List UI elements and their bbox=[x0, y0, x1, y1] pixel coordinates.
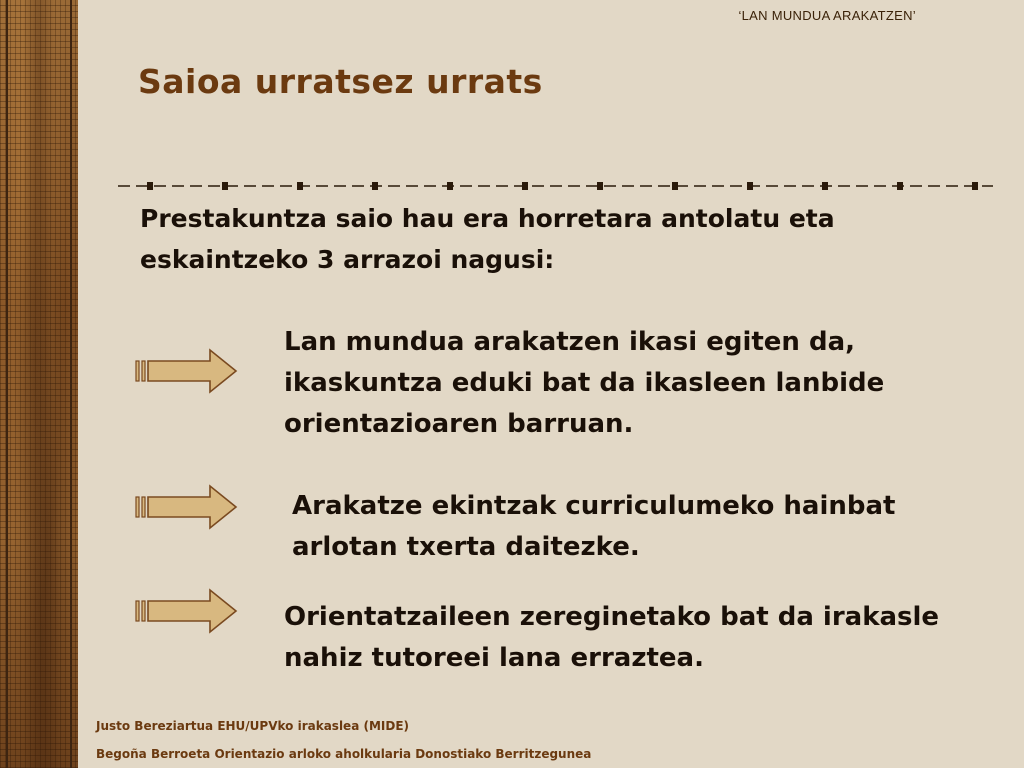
strip-border-left bbox=[6, 0, 8, 768]
point-3-text: Orientatzaileen zereginetako bat da irakasle nahiz tutoreei lana erraztea. bbox=[284, 602, 940, 673]
divider-dot bbox=[372, 182, 378, 190]
divider-dot bbox=[672, 182, 678, 190]
point-1-text: Lan mundua arakatzen ikasi egiten da, ikaskuntza eduki bat da ikasleen lanbide orientazioaren barruan. bbox=[284, 327, 885, 439]
footer-author-1: Justo Bereziartua EHU/UPVko irakaslea (MIDE) bbox=[96, 719, 410, 733]
divider-dot bbox=[447, 182, 453, 190]
divider-dot bbox=[222, 182, 228, 190]
divider-dot bbox=[822, 182, 828, 190]
divider-dot bbox=[522, 182, 528, 190]
arrow-right-icon bbox=[134, 484, 238, 530]
arrow-right-icon bbox=[134, 348, 238, 394]
divider-dot bbox=[897, 182, 903, 190]
divider-dot bbox=[597, 182, 603, 190]
decorative-wood-strip bbox=[0, 0, 78, 768]
page-title: Saioa urratsez urrats bbox=[138, 62, 543, 101]
header-tag: ‘LAN MUNDUA ARAKATZEN’ bbox=[738, 8, 916, 23]
arrow-right-icon bbox=[134, 588, 238, 634]
divider-dot bbox=[297, 182, 303, 190]
point-2-text: Arakatze ekintzak curriculumeko hainbat arlotan txerta daitezke. bbox=[292, 491, 896, 562]
intro-text: Prestakuntza saio hau era horretara antolatu eta eskaintzeko 3 arrazoi nagusi: bbox=[140, 204, 835, 274]
footer-author-2: Begoña Berroeta Orientazio arloko aholkularia Donostiako Berritzegunea bbox=[96, 747, 592, 761]
dashed-divider bbox=[118, 176, 993, 196]
divider-dot bbox=[147, 182, 153, 190]
wood-texture-shade bbox=[10, 0, 68, 768]
strip-border-right bbox=[70, 0, 72, 768]
divider-dot bbox=[747, 182, 753, 190]
divider-dot bbox=[972, 182, 978, 190]
